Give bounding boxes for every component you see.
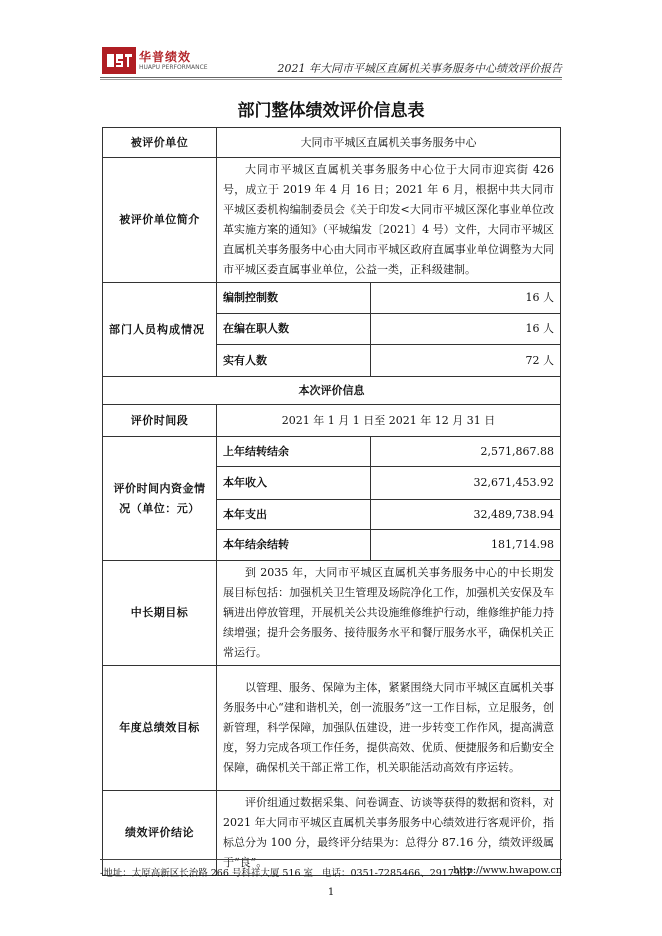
funds-row-label: 本年收入 bbox=[217, 467, 371, 500]
company-logo bbox=[102, 47, 232, 75]
table-row bbox=[103, 283, 561, 314]
header-divider bbox=[100, 77, 562, 80]
staff-row-value: 16 人 bbox=[371, 283, 561, 314]
unit-label: 被评价单位 bbox=[103, 128, 217, 158]
table-row bbox=[103, 405, 561, 437]
footer-website: http://www.hwapow.cn bbox=[453, 865, 562, 876]
annual-goal-label: 年度总绩效目标 bbox=[103, 666, 217, 791]
info-table bbox=[102, 127, 561, 876]
logo-english-name: HUAPU PERFORMANCE bbox=[139, 64, 208, 71]
staff-label: 部门人员构成情况 bbox=[103, 283, 217, 377]
footer-address: -地址：太原高新区长治路 266 号科祥大厦 516 室 bbox=[100, 868, 314, 879]
funds-label: 评价时间内资金情况（单位：元） bbox=[103, 437, 217, 561]
intro-text: 大同市平城区直属机关事务服务中心位于大同市迎宾街 426 号，成立于 2019 年 4 月 16 日；2021 年 6 月，根据中共大同市平城区委机构编制委员会《关于印发<大同市平城区深化事业单位改革实施方案的通知》（平城编发〔2021〕4 号）文件，大同市平城区直属机关事务服务中心由大同市平城区政府直属事业单位调整为大同市平城区委直属事业单位，公益一类，正科级建制。 bbox=[217, 158, 561, 283]
staff-row-value: 72 人 bbox=[371, 345, 561, 377]
funds-row-label: 上年结转结余 bbox=[217, 437, 371, 467]
page-number: 1 bbox=[327, 887, 335, 898]
section-title: 本次评价信息 bbox=[103, 377, 561, 405]
staff-row-label: 在编在职人数 bbox=[217, 314, 371, 345]
table-row bbox=[103, 561, 561, 666]
staff-row-label: 编制控制数 bbox=[217, 283, 371, 314]
logo-chinese-name: 华普绩效 bbox=[139, 50, 192, 64]
table-row bbox=[103, 128, 561, 158]
table-row bbox=[103, 437, 561, 467]
intro-label: 被评价单位简介 bbox=[103, 158, 217, 283]
conclusion-label: 绩效评价结论 bbox=[103, 791, 217, 876]
report-title: 2021 年大同市平城区直属机关事务服务中心绩效评价报告 bbox=[277, 62, 562, 75]
logo-mark-icon bbox=[102, 47, 136, 74]
funds-row-label: 本年支出 bbox=[217, 500, 371, 530]
table-row bbox=[103, 666, 561, 791]
conclusion-text: 评价组通过数据采集、问卷调查、访谈等获得的数据和资料，对 2021 年大同市平城区直属机关事务服务中心绩效进行客观评价，指标总分为 100 分，最终评分结果为：总得分 87.16 分，绩效评级属于“良”。 bbox=[217, 791, 561, 876]
staff-row-label: 实有人数 bbox=[217, 345, 371, 377]
table-row bbox=[103, 791, 561, 876]
table-row bbox=[103, 377, 561, 405]
long-term-label: 中长期目标 bbox=[103, 561, 217, 666]
period-value: 2021 年 1 月 1 日至 2021 年 12 月 31 日 bbox=[217, 405, 561, 437]
document-title: 部门整体绩效评价信息表 bbox=[237, 101, 425, 121]
funds-row-value: 32,671,453.92 bbox=[371, 467, 561, 500]
page-header bbox=[100, 38, 562, 76]
funds-row-label: 本年结余结转 bbox=[217, 530, 371, 561]
staff-row-value: 16 人 bbox=[371, 314, 561, 345]
funds-row-value: 32,489,738.94 bbox=[371, 500, 561, 530]
funds-row-value: 181,714.98 bbox=[371, 530, 561, 561]
long-term-text: 到 2035 年，大同市平城区直属机关事务服务中心的中长期发展目标包括：加强机关卫生管理及场院净化工作，加强机关安保及车辆进出停放管理，开展机关公共设施维修维护行动，维修维护能力持续增强；提升会务服务、接待服务水平和餐厅服务水平，确保机关正常运行。 bbox=[217, 561, 561, 666]
table-row bbox=[103, 158, 561, 283]
footer-phone: 电话：0351-7285466、2917907 bbox=[322, 868, 473, 879]
funds-row-value: 2,571,867.88 bbox=[371, 437, 561, 467]
annual-goal-text: 以管理、服务、保障为主体，紧紧围绕大同市平城区直属机关事务服务中心“建和谐机关，创一流服务”这一工作目标，立足服务，创新管理，科学保障，加强队伍建设，进一步转变工作作风，提高满意度，努力完成各项工作任务，提供高效、优质、便捷服务和后勤安全保障，确保机关干部正常工作，机关职能活动高效有序运转。 bbox=[217, 666, 561, 791]
unit-value: 大同市平城区直属机关事务服务中心 bbox=[217, 128, 561, 158]
period-label: 评价时间段 bbox=[103, 405, 217, 437]
footer-divider bbox=[100, 859, 562, 860]
